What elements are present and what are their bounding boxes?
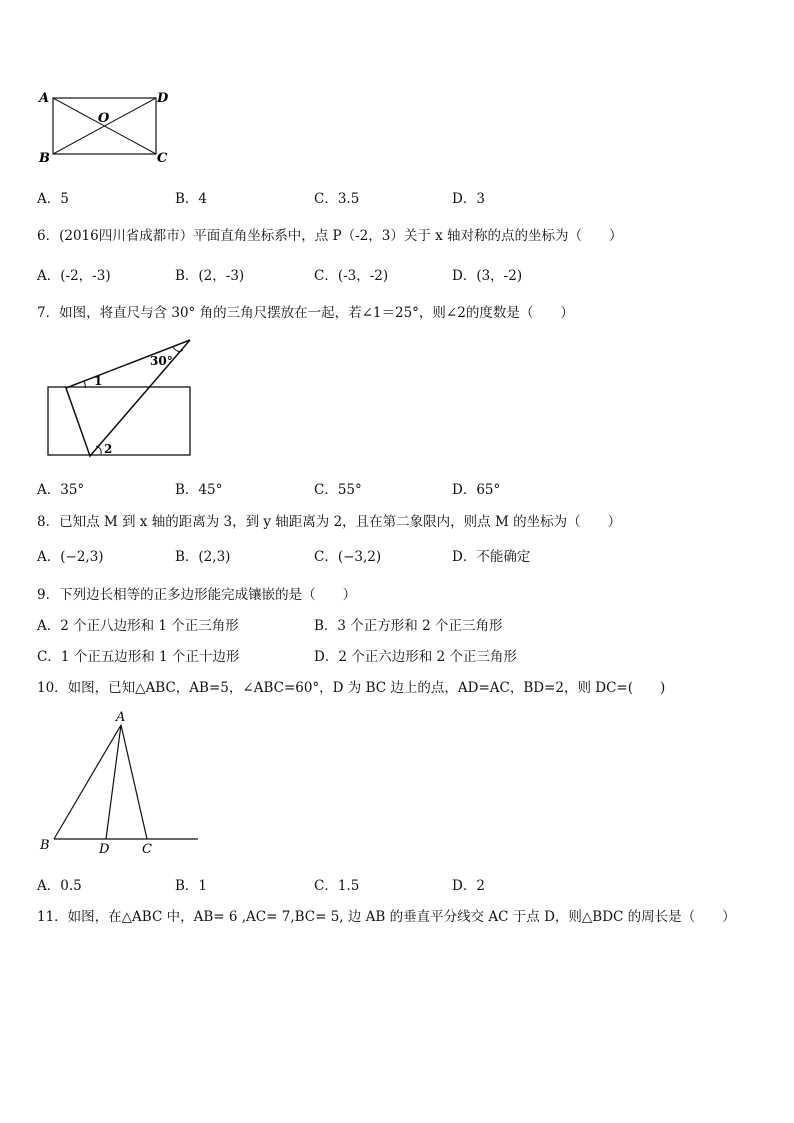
label-d: D bbox=[157, 91, 169, 106]
label-c: C bbox=[157, 151, 168, 166]
q5-rectangle-figure bbox=[34, 86, 179, 168]
label-b: B bbox=[40, 838, 50, 853]
q9-option-c[interactable]: C．1 个正五边形和 1 个正十边形 bbox=[37, 649, 240, 665]
label-a: A bbox=[39, 91, 50, 106]
q10-triangle-figure bbox=[36, 708, 206, 858]
label-c: C bbox=[142, 842, 152, 857]
q7-option-a[interactable]: A．35° bbox=[37, 482, 85, 498]
q6-option-b[interactable]: B．(2，-3) bbox=[175, 268, 245, 284]
q8-option-a[interactable]: A．(−2,3) bbox=[37, 549, 104, 565]
side-ad bbox=[106, 725, 121, 839]
q7-question-text: 7．如图，将直尺与含 30° 角的三角尺摆放在一起，若∠1＝25°，则∠2的度数是（ ） bbox=[37, 305, 574, 321]
q9-option-d[interactable]: D．2 个正六边形和 2 个正三角形 bbox=[314, 649, 517, 665]
q5-option-d[interactable]: D．3 bbox=[452, 191, 485, 207]
q10-option-a[interactable]: A．0.5 bbox=[37, 878, 82, 894]
q6-question-text: 6．(2016四川省成都市）平面直角坐标系中，点 P（-2，3）关于 x 轴对称的点的坐标为（ ） bbox=[37, 228, 623, 244]
q6-option-a[interactable]: A．(-2，-3) bbox=[37, 268, 111, 284]
q10-option-b[interactable]: B．1 bbox=[175, 878, 208, 894]
angle-30-label: 30° bbox=[150, 354, 173, 368]
label-b: B bbox=[39, 151, 50, 166]
q5-option-b[interactable]: B．4 bbox=[175, 191, 208, 207]
q7-option-d[interactable]: D．65° bbox=[452, 482, 501, 498]
q5-option-a[interactable]: A．5 bbox=[37, 191, 69, 207]
q7-option-c[interactable]: C．55° bbox=[314, 482, 362, 498]
q9-option-b[interactable]: B．3 个正方形和 2 个正三角形 bbox=[314, 618, 503, 634]
q8-option-b[interactable]: B．(2,3) bbox=[175, 549, 231, 565]
side-ab bbox=[54, 725, 121, 839]
q10-option-c[interactable]: C．1.5 bbox=[314, 878, 360, 894]
q7-ruler-triangle-figure bbox=[40, 336, 200, 462]
q10-option-d[interactable]: D．2 bbox=[452, 878, 485, 894]
q6-option-c[interactable]: C．(-3，-2) bbox=[314, 268, 389, 284]
label-o: O bbox=[98, 111, 110, 126]
q10-question-text: 10．如图，已知△ABC，AB=5，∠ABC=60°，D 为 BC 边上的点，AD=AC，BD=2，则 DC=( ) bbox=[37, 680, 666, 696]
q9-question-text: 9．下列边长相等的正多边形能完成镶嵌的是（ ） bbox=[37, 587, 357, 603]
angle-1-label: 1 bbox=[94, 374, 103, 388]
q8-option-d[interactable]: D．不能确定 bbox=[452, 549, 531, 565]
q8-option-c[interactable]: C．(−3,2) bbox=[314, 549, 382, 565]
side-ac bbox=[121, 725, 147, 839]
q6-option-d[interactable]: D．(3，-2) bbox=[452, 268, 523, 284]
label-a: A bbox=[116, 710, 126, 725]
q7-option-b[interactable]: B．45° bbox=[175, 482, 223, 498]
q11-question-text: 11．如图，在△ABC 中，AB= 6 ,AC= 7,BC= 5, 边 AB 的垂直平分线交 AC 于点 D，则△BDC 的周长是（ ） bbox=[37, 909, 736, 925]
angle-2-label: 2 bbox=[104, 442, 113, 456]
q9-option-a[interactable]: A．2 个正八边形和 1 个正三角形 bbox=[37, 618, 239, 634]
label-d: D bbox=[99, 842, 110, 857]
q8-question-text: 8．已知点 M 到 x 轴的距离为 3，到 y 轴距离为 2，且在第二象限内，则点 M 的坐标为（ ） bbox=[37, 514, 622, 530]
q5-option-c[interactable]: C．3.5 bbox=[314, 191, 360, 207]
